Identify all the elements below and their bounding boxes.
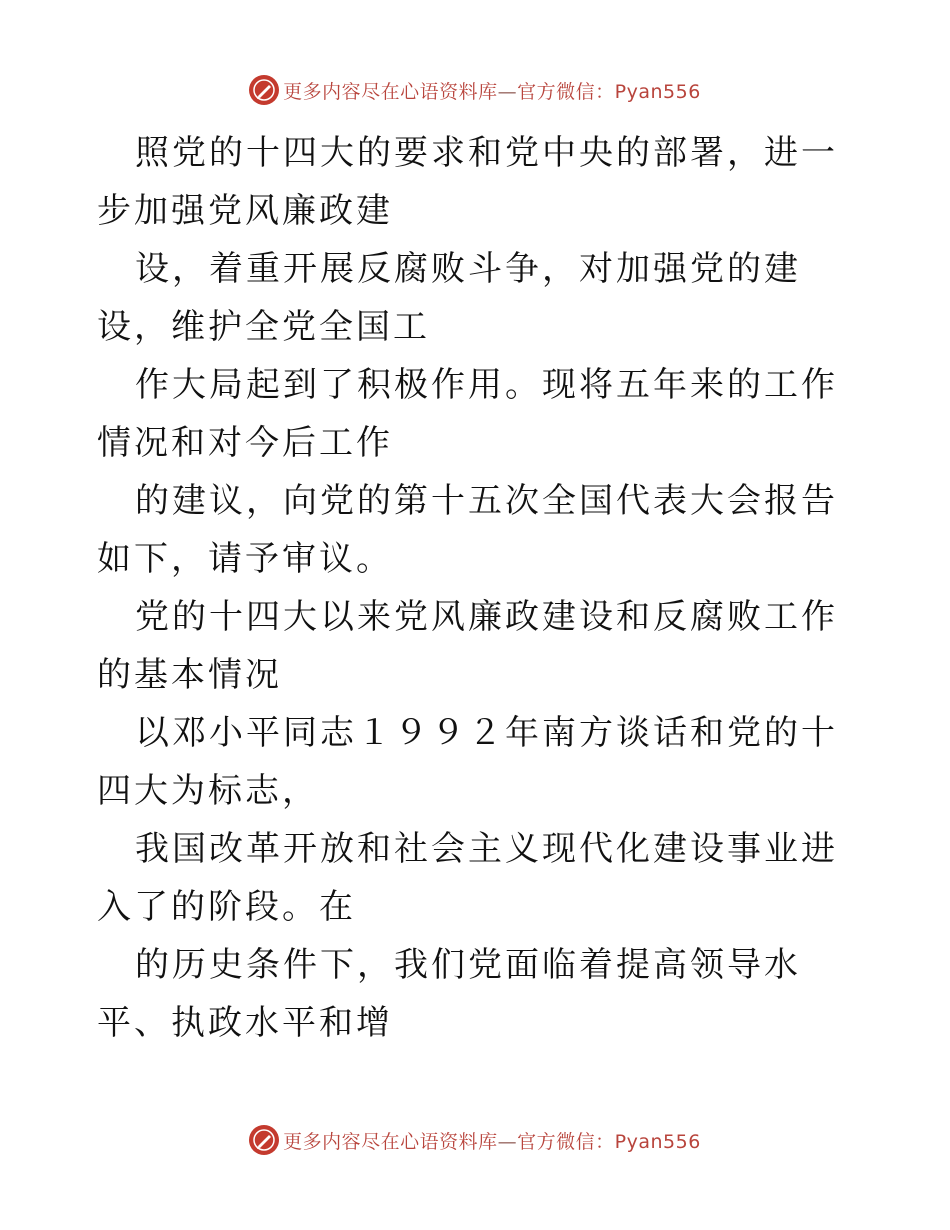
pen-logo-icon	[249, 75, 279, 105]
banner-site-name: 更多内容尽在心语资料库	[283, 1130, 498, 1153]
banner-separator: —	[497, 80, 518, 103]
paragraph-6: 以邓小平同志１９９２年南方谈话和党的十四大为标志，	[97, 713, 838, 811]
pen-logo-icon	[249, 1125, 279, 1155]
paragraph-1: 照党的十四大的要求和党中央的部署，进一步加强党风廉政建	[97, 133, 838, 231]
banner-wechat: 官方微信：Pyan556	[517, 80, 701, 103]
document-body	[97, 124, 857, 1052]
paragraph-5: 党的十四大以来党风廉政建设和反腐败工作的基本情况	[97, 597, 838, 695]
paragraph-7: 我国改革开放和社会主义现代化建设事业进入了的阶段。在	[97, 829, 838, 927]
paragraph-8: 的历史条件下，我们党面临着提高领导水平、执政水平和增	[97, 945, 801, 1043]
paragraph-2: 设，着重开展反腐败斗争，对加强党的建设，维护全党全国工	[97, 249, 801, 347]
header-banner	[0, 70, 950, 110]
paragraph-4: 的建议，向党的第十五次全国代表大会报告如下，请予审议。	[97, 481, 838, 579]
footer-banner	[0, 1120, 950, 1160]
paragraph-3: 作大局起到了积极作用。现将五年来的工作情况和对今后工作	[97, 365, 838, 463]
banner-site-name: 更多内容尽在心语资料库	[283, 80, 498, 103]
banner-separator: —	[497, 1130, 518, 1153]
banner-wechat: 官方微信：Pyan556	[517, 1130, 701, 1153]
